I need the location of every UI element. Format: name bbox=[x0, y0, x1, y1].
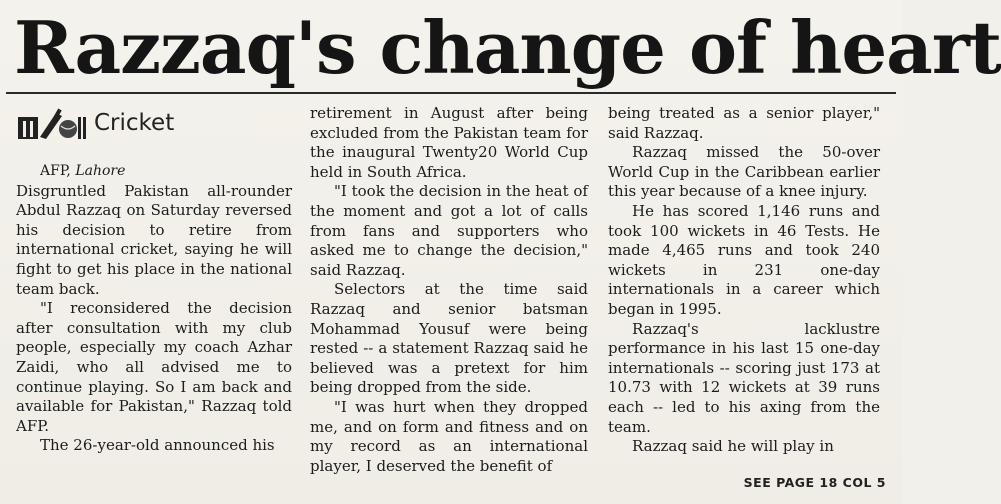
headline: Razzaq's change of heart bbox=[14, 5, 1001, 90]
paragraph: Razzaq missed the 50-over World Cup in the Caribbean earlier this year because of a knee injury. bbox=[608, 143, 880, 201]
cricket-bat-ball-icon bbox=[16, 107, 88, 141]
paragraph: Razzaq's lacklustre performance in his last 15 one-day internationals -- scoring just 173 at 10.73 with 12 wickets at 39 runs each -- led to his axing from the team. bbox=[608, 319, 880, 436]
byline: AFP, Lahore bbox=[40, 163, 126, 179]
paragraph: Selectors at the time said Razzaq and senior batsman Mohammad Yousuf were being rested -- a statement Razzaq said he believed was a pretext for him being dropped from the side. bbox=[310, 280, 588, 397]
paragraph: "I was hurt when they dropped me, and on form and fitness and on my record as an international player, I deserved the benefit of bbox=[310, 397, 588, 475]
headline-rule bbox=[6, 92, 896, 94]
section-header bbox=[16, 104, 292, 144]
paragraph: retirement in August after being excluded from the Pakistan team for the inaugural Twenty20 World Cup held in South Africa. bbox=[310, 104, 588, 181]
article-column-3 bbox=[608, 104, 880, 492]
paragraph: being treated as a senior player," said Razzaq. bbox=[608, 104, 880, 142]
article-column-1 bbox=[16, 104, 292, 492]
section-label: Cricket bbox=[94, 110, 175, 137]
paragraph: Razzaq said he will play in bbox=[632, 437, 834, 456]
paragraph: He has scored 1,146 runs and took 100 wickets in 46 Tests. He made 4,465 runs and took 240 wickets in 231 one-day internationals in a career which began in 1995. bbox=[608, 201, 880, 318]
paragraph: The 26-year-old announced his bbox=[40, 436, 275, 455]
paragraph: "I took the decision in the heat of the moment and got a lot of calls from fans and supporters who asked me to change the decision," said Razzaq. bbox=[310, 182, 588, 279]
continued-on-page-note: SEE PAGE 18 COL 5 bbox=[743, 475, 886, 490]
article-column-2 bbox=[310, 104, 588, 492]
paragraph: Disgruntled Pakistan all-rounder Abdul Razzaq on Saturday reversed his decision to retire from international cricket, saying he will fight to get his place in the national team back. bbox=[16, 181, 292, 298]
paragraph: "I reconsidered the decision after consultation with my club people, especially my coach Azhar Zaidi, who all advised me to continue playing. So I am back and available for Pakistan," Razzaq told AFP. bbox=[16, 299, 292, 435]
